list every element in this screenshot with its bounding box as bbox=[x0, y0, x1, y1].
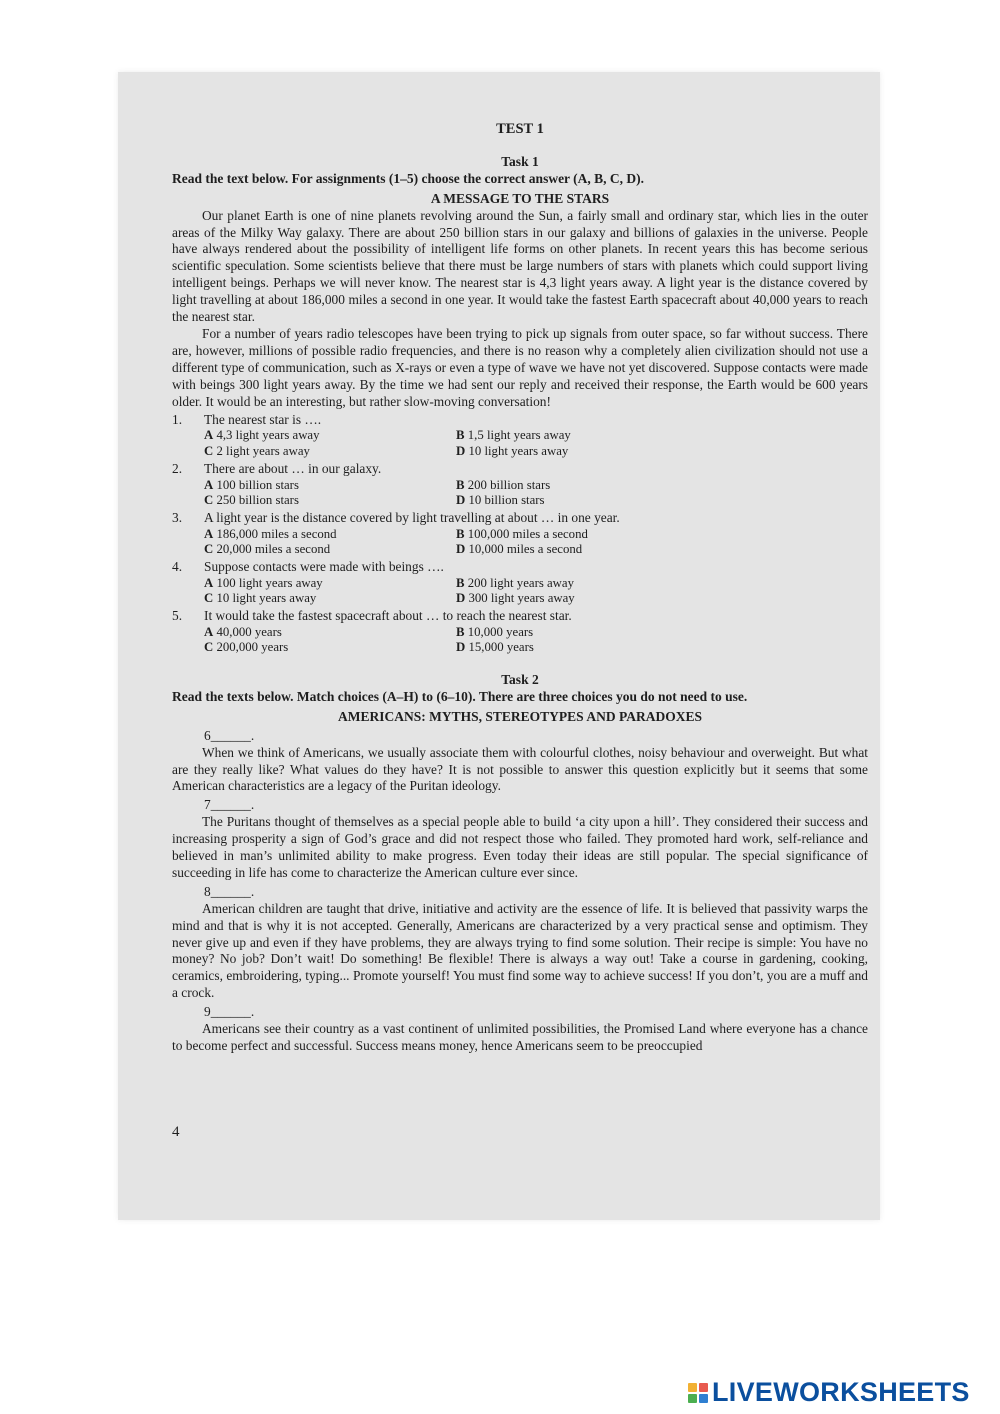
option-letter: B bbox=[456, 477, 465, 492]
question-number: 4. bbox=[172, 558, 183, 574]
task2-heading: AMERICANS: MYTHS, STEREOTYPES AND PARADOXES bbox=[338, 708, 702, 724]
option-text: 10,000 miles a second bbox=[468, 542, 583, 557]
option-letter: C bbox=[204, 493, 214, 508]
option-letter: A bbox=[204, 624, 214, 639]
answer-option[interactable] bbox=[204, 493, 456, 509]
option-letter: D bbox=[456, 640, 466, 655]
answer-option[interactable] bbox=[456, 591, 708, 607]
option-text: 10 light years away bbox=[216, 591, 317, 606]
option-letter: B bbox=[456, 526, 465, 541]
question-text: It would take the fastest spacecraft about … to reach the nearest star. bbox=[204, 607, 572, 623]
option-letter: D bbox=[456, 542, 466, 557]
option-letter: D bbox=[456, 444, 466, 458]
option-letter: B bbox=[456, 624, 465, 639]
question bbox=[172, 412, 868, 460]
answer-option[interactable] bbox=[204, 428, 456, 444]
task2-title: Task 2 bbox=[501, 671, 539, 687]
brand-name: LIVEWORKSHEETS bbox=[712, 1377, 970, 1407]
option-letter: B bbox=[456, 575, 465, 590]
section-text: Americans see their country as a vast continent of unlimited possibilities, the Promised Land where everyone has a chance to become perfect and successful. Success means money, hence Americans seem to be preoccupied bbox=[172, 1021, 868, 1053]
page-number: 4 bbox=[172, 1124, 180, 1140]
task1-paragraph: Our planet Earth is one of nine planets revolving around the Sun, a fairly small and ordinary star, which lies in the outer areas of the Milky Way galaxy. There are about 250 billion stars in our galaxy and billions of galaxies in the universe. People have always rendered about the possibility of intelligent life forms on other planets. In recent years this has become serious scientific speculation. Some scientists believe that there must be large numbers of stars with planets which could support living intelligent beings. Perhaps we will never know. The nearest star is 4,3 light years away. A light year is the distance covered by light travelling at about 186,000 miles a second in one year. It would take the fastest Earth spacecraft about 40,000 years to reach the nearest star. bbox=[172, 207, 868, 325]
question-list bbox=[172, 412, 868, 656]
answer-option[interactable] bbox=[456, 428, 708, 444]
answer-option[interactable] bbox=[456, 478, 708, 494]
task2-instruction: Read the texts below. Match choices (A–H) to (6–10). There are three choices you do not need to use. bbox=[172, 688, 748, 704]
question-text: The nearest star is …. bbox=[204, 411, 322, 427]
task1-title: Task 1 bbox=[501, 153, 539, 169]
answer-option[interactable] bbox=[456, 493, 708, 509]
question-number: 1. bbox=[172, 411, 183, 427]
answer-option[interactable] bbox=[204, 527, 456, 543]
question-number: 2. bbox=[172, 460, 183, 476]
answer-option[interactable] bbox=[204, 576, 456, 592]
option-letter: D bbox=[456, 493, 466, 508]
option-letter: C bbox=[204, 591, 214, 606]
answer-option[interactable] bbox=[204, 640, 456, 656]
option-letter: B bbox=[456, 428, 465, 443]
option-text: 40,000 years bbox=[216, 624, 282, 639]
task1-heading: A MESSAGE TO THE STARS bbox=[430, 190, 610, 206]
task2-sections bbox=[172, 728, 868, 1055]
option-letter: C bbox=[204, 640, 214, 655]
option-text: 100 light years away bbox=[216, 575, 323, 590]
option-text: 10,000 years bbox=[467, 624, 534, 639]
option-text: 10 billion stars bbox=[468, 493, 545, 508]
answer-option[interactable] bbox=[204, 591, 456, 607]
question bbox=[172, 510, 868, 558]
answer-option[interactable] bbox=[456, 444, 708, 460]
question bbox=[172, 461, 868, 509]
question bbox=[172, 559, 868, 607]
option-letter: D bbox=[456, 591, 466, 606]
test-title: TEST 1 bbox=[496, 121, 544, 137]
option-text: 200,000 years bbox=[216, 640, 289, 655]
answer-option[interactable] bbox=[456, 625, 708, 641]
option-letter: A bbox=[204, 477, 214, 492]
option-text: 186,000 miles a second bbox=[216, 526, 337, 541]
answer-option[interactable] bbox=[456, 527, 708, 543]
option-text: 2 light years away bbox=[216, 444, 310, 458]
worksheet-content bbox=[172, 118, 868, 1055]
option-text: 200 light years away bbox=[467, 575, 575, 590]
answer-gap[interactable]: 6______. bbox=[204, 727, 255, 743]
option-text: 1,5 light years away bbox=[467, 428, 571, 443]
option-text: 100,000 miles a second bbox=[467, 526, 588, 541]
liveworksheets-footer[interactable] bbox=[688, 1377, 970, 1408]
answer-option[interactable] bbox=[204, 625, 456, 641]
answer-option[interactable] bbox=[456, 576, 708, 592]
option-text: 250 billion stars bbox=[216, 493, 299, 508]
option-letter: A bbox=[204, 428, 214, 443]
option-text: 300 light years away bbox=[468, 591, 575, 606]
task1-paragraph: For a number of years radio telescopes have been trying to pick up signals from outer space, so far without success. There are, however, millions of possible radio frequencies, and there is no reason why a completely alien civilization should not use a different type of communication, such as X-rays or even a type of wave we have not yet discovered. Suppose contacts were made with beings 300 light years away. By the time we had sent our reply and received their response, the Earth would be 600 years older. It would be an interesting, but rather slow-moving conversation! bbox=[172, 325, 868, 409]
option-text: 10 light years away bbox=[468, 444, 569, 458]
section-text: American children are taught that drive, initiative and activity are the essence of life. It is believed that passivity warps the mind and that is why it is not accepted. Generally, Americans are characterized by a very practical sense and optimism. They never give up and even if they have problems, they are always trying to find some solution. Their recipe is simple: You have no money? No job? Don’t wait! Do something! Be flexible! There is always a way out! Take a course in gardening, cooking, ceramics, embroidering, typing... Promote yourself! You must find some way to achieve success! If you don’t, you are a muff and a crock. bbox=[172, 900, 868, 1001]
answer-option[interactable] bbox=[204, 542, 456, 558]
option-letter: A bbox=[204, 526, 214, 541]
option-text: 15,000 years bbox=[468, 640, 534, 655]
question-text: Suppose contacts were made with beings …. bbox=[204, 558, 444, 574]
section-text: The Puritans thought of themselves as a special people able to build ‘a city upon a hill’. They considered their success and increasing prosperity a sign of God’s grace and did not respect those who failed. They promoted hard work, self-reliance and believed in man’s unlimited ability to make progress. Even today their ideas are still popular. The special significance of succeeding in life has come to characterize the American culture ever since. bbox=[172, 814, 868, 880]
task1-instruction: Read the text below. For assignments (1–5) choose the correct answer (A, B, C, D). bbox=[172, 170, 645, 186]
answer-option[interactable] bbox=[456, 542, 708, 558]
answer-gap[interactable]: 7______. bbox=[204, 797, 255, 813]
option-text: 200 billion stars bbox=[467, 477, 551, 492]
answer-gap[interactable]: 8______. bbox=[204, 883, 255, 899]
answer-gap[interactable]: 9______. bbox=[204, 1004, 255, 1020]
option-letter: C bbox=[204, 444, 214, 458]
answer-option[interactable] bbox=[456, 640, 708, 656]
liveworksheets-logo-icon bbox=[688, 1383, 708, 1403]
question-number: 5. bbox=[172, 607, 183, 623]
option-text: 4,3 light years away bbox=[216, 428, 320, 443]
option-text: 100 billion stars bbox=[216, 477, 299, 492]
question-text: A light year is the distance covered by light travelling at about … in one year. bbox=[204, 509, 620, 525]
option-letter: C bbox=[204, 542, 214, 557]
section-text: When we think of Americans, we usually associate them with colourful clothes, noisy behaviour and overweight. But what are they really like? What values do they have? It is not possible to answer this question explicitly but it seems that some American characteristics are a legacy of the Puritan ideology. bbox=[172, 744, 868, 794]
question-text: There are about … in our galaxy. bbox=[204, 460, 382, 476]
question-number: 3. bbox=[172, 509, 183, 525]
answer-option[interactable] bbox=[204, 444, 456, 460]
answer-option[interactable] bbox=[204, 478, 456, 494]
option-letter: A bbox=[204, 575, 214, 590]
question bbox=[172, 608, 868, 656]
option-text: 20,000 miles a second bbox=[216, 542, 331, 557]
